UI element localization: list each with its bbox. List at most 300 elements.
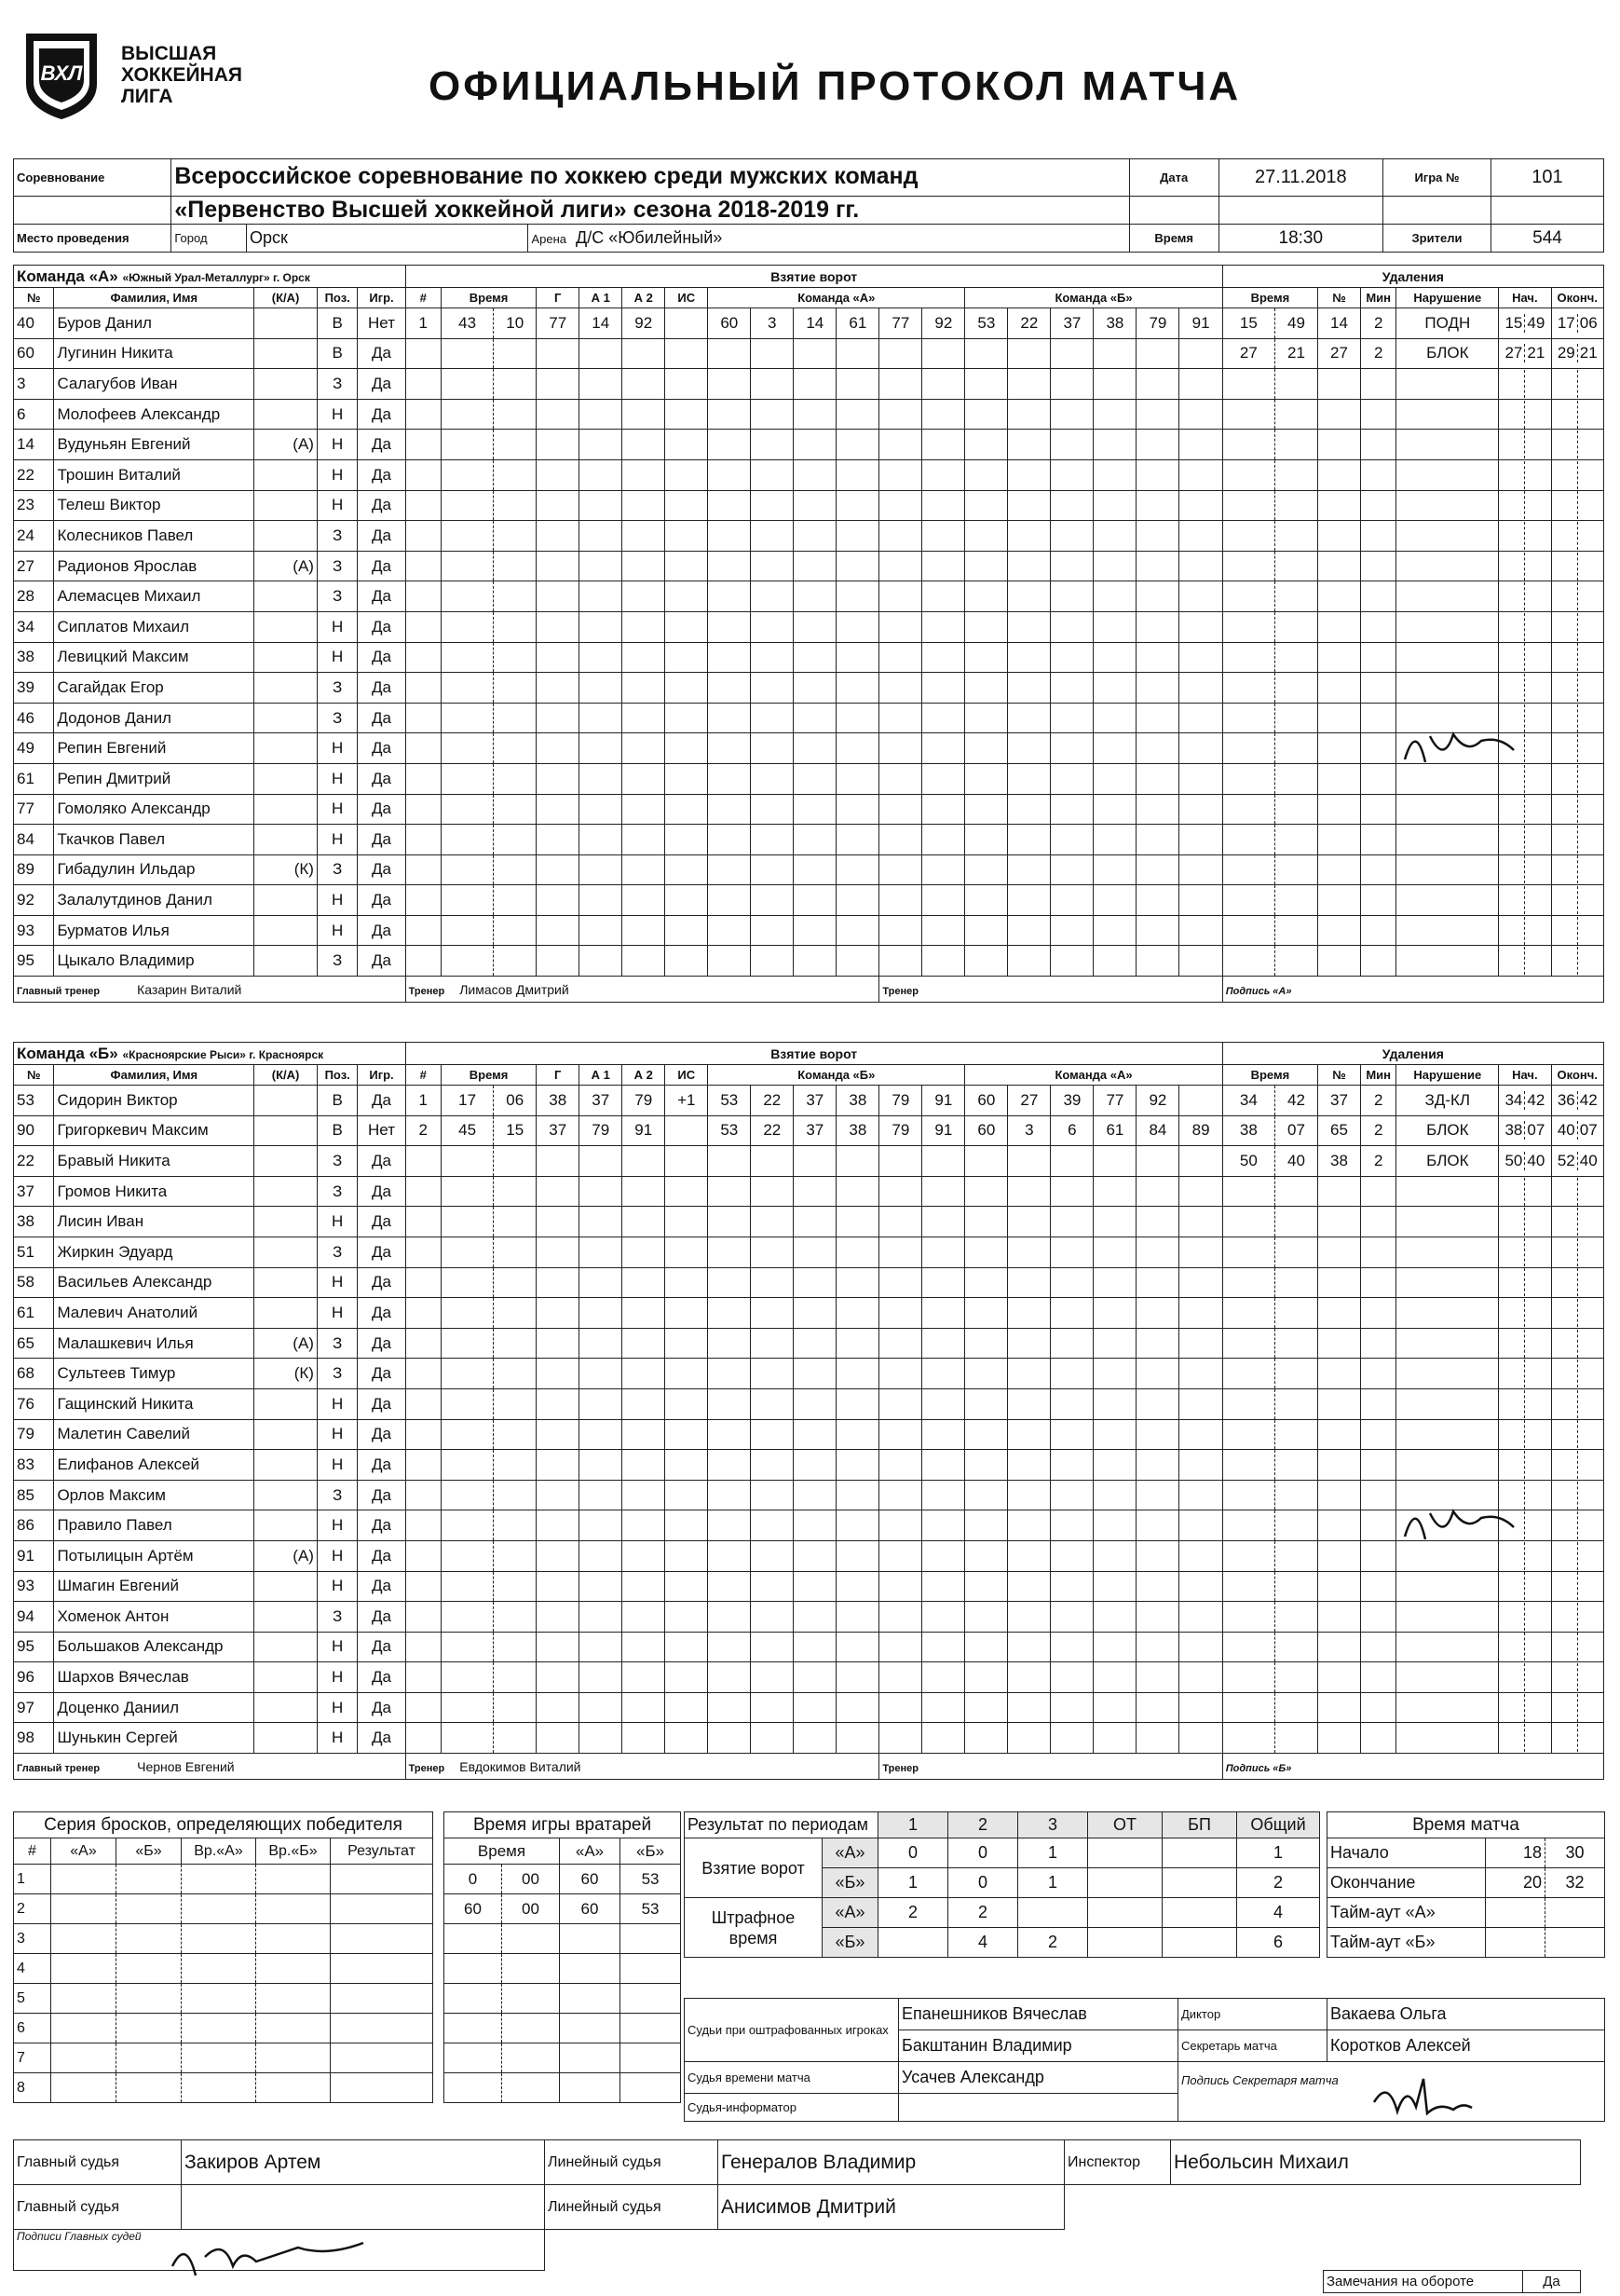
opp-on-ice [1179,825,1222,855]
penalty-time-min [1222,642,1274,673]
shootout-cell [331,2043,433,2073]
player-position: Н [317,1298,357,1329]
player-role [254,611,318,642]
penalty-time-min [1222,1207,1274,1237]
minute [1552,1360,1578,1387]
time-split [1552,1330,1604,1358]
opp-on-ice [1008,1267,1051,1298]
player-name: Малетин Савелий [54,1419,254,1450]
opp-on-ice [1051,1450,1094,1481]
penalty-player [1317,1176,1360,1207]
league-name [121,43,242,107]
opp-on-ice [1051,1298,1094,1329]
player-row [14,1328,1604,1359]
penalty-minutes [1361,459,1396,490]
period-value [878,1928,948,1958]
goal-situation [665,1359,708,1389]
own-on-ice [708,915,751,946]
own-on-ice [708,1692,751,1723]
opp-on-ice: 79 [1137,308,1179,339]
penalty-player [1317,1298,1360,1329]
goalie-row [444,2073,681,2103]
opp-on-ice [965,1146,1008,1177]
player-played: Нет [358,308,405,339]
own-on-ice [751,430,794,460]
penalty-start [1499,1207,1551,1237]
penalty-violation [1396,430,1499,460]
player-role [254,1450,318,1481]
penalty-time-sec [1274,490,1317,521]
goal-scorer [537,459,579,490]
goal-scorer [537,490,579,521]
goal-assist-2 [622,703,665,733]
head-coach-name: Казарин Виталий [137,981,242,997]
player-row [14,1298,1604,1329]
own-on-ice [837,642,879,673]
own-on-ice [837,1510,879,1541]
goalie-change-min [444,2043,502,2073]
penalty-time-min [1222,733,1274,764]
goal-scorer [537,854,579,885]
own-team-on-ice-header: Команда «Б» [708,1065,965,1086]
name-header: Фамилия, Имя [54,1065,254,1086]
penalty-start [1499,673,1551,704]
second [1525,734,1550,762]
arena-label: Арена [531,232,567,246]
penalty-time-min: 50 [1222,1146,1274,1177]
opp-on-ice [1051,1146,1094,1177]
opp-on-ice [1051,611,1094,642]
opp-on-ice [1094,915,1137,946]
penalty-end [1551,1146,1604,1177]
goal-number [405,915,441,946]
own-on-ice [708,794,751,825]
own-on-ice [751,1662,794,1693]
opp-on-ice [1008,673,1051,704]
opp-on-ice [1137,1723,1179,1754]
goal-assist-2 [622,1571,665,1602]
player-number: 39 [14,673,54,704]
penalty-player [1317,1207,1360,1237]
shootout-cell [331,1865,433,1894]
player-number: 91 [14,1540,54,1571]
opp-on-ice [1008,642,1051,673]
penalty-start [1499,1237,1551,1267]
player-number: 95 [14,1632,54,1662]
arena-cell [528,225,1129,253]
team-a-section [13,265,1604,1003]
coach-2-cell [879,1754,1222,1780]
match-info-table [13,158,1604,253]
goal-number [405,430,441,460]
opp-on-ice [1008,399,1051,430]
player-number: 38 [14,642,54,673]
goal-scorer [537,1146,579,1177]
second [1525,1724,1550,1752]
penalty-player [1317,611,1360,642]
opp-on-ice [965,1723,1008,1754]
penalty-end [1551,642,1604,673]
opp-on-ice [1008,885,1051,916]
opp-on-ice [1179,1602,1222,1633]
goal-assist-1 [579,459,622,490]
opp-on-ice [1179,885,1222,916]
goal-assist-2 [622,1146,665,1177]
player-number: 22 [14,459,54,490]
minute [1552,1390,1578,1418]
player-number: 60 [14,338,54,369]
own-on-ice [837,1602,879,1633]
player-played: Да [358,1388,405,1419]
time-split [1552,553,1604,581]
penalty-minutes [1361,885,1396,916]
penalty-minutes [1361,915,1396,946]
own-on-ice [794,1237,837,1267]
own-on-ice [837,703,879,733]
opp-on-ice [1137,611,1179,642]
penalty-time-sec [1274,1328,1317,1359]
goal-scorer [537,1207,579,1237]
opp-on-ice [1008,611,1051,642]
penalty-violation [1396,1602,1499,1633]
shootout-cell [116,1924,182,1954]
penalty-minutes: 2 [1361,1086,1396,1116]
opp-on-ice [965,1510,1008,1541]
goal-assist-1 [579,794,622,825]
own-on-ice [751,1632,794,1662]
opp-on-ice [1179,1267,1222,1298]
own-on-ice [837,430,879,460]
player-played: Да [358,430,405,460]
goal-scorer: 38 [537,1086,579,1116]
player-position: Н [317,1388,357,1419]
shootout-cell [256,2073,331,2103]
second [1578,553,1603,581]
player-position: Н [317,611,357,642]
own-on-ice [879,1388,922,1419]
second [1525,674,1550,702]
penalty-time-sec: 42 [1274,1086,1317,1116]
goal-scorer [537,338,579,369]
player-row [14,1176,1604,1207]
goalie-row [444,2014,681,2043]
goal-second [494,1450,537,1481]
goal-situation [665,308,708,339]
opp-on-ice [1137,338,1179,369]
goal-assist-1 [579,915,622,946]
opp-on-ice [965,490,1008,521]
opp-on-ice [1008,551,1051,581]
goal-scorer [537,1237,579,1267]
period-value: 1 [1018,1838,1088,1868]
goal-assist-1 [579,733,622,764]
own-on-ice [837,1267,879,1298]
goal-assist-1 [579,1419,622,1450]
goal-assist-1 [579,1207,622,1237]
own-on-ice [879,551,922,581]
second [1525,582,1550,610]
period-team-label: «Б» [823,1868,878,1898]
opp-on-ice [965,581,1008,612]
opp-on-ice [1137,1146,1179,1177]
opp-on-ice [1051,825,1094,855]
shootout-cell [182,1954,256,1984]
opp-on-ice [1008,794,1051,825]
goal-assist-2 [622,1662,665,1693]
penalty-violation [1396,825,1499,855]
goalie-a-number [560,1984,620,2014]
own-on-ice [794,1419,837,1450]
penalty-end [1551,1450,1604,1481]
second [1578,734,1603,762]
penalty-start [1499,1662,1551,1693]
player-row [14,1267,1604,1298]
player-row [14,703,1604,733]
penalty-minutes [1361,581,1396,612]
goal-number [405,1176,441,1207]
player-played: Да [358,703,405,733]
goal-number [405,369,441,400]
penalty-start [1499,1146,1551,1177]
violation-header: Нарушение [1396,1065,1499,1086]
goal-minute [441,1540,493,1571]
player-role: (А) [254,1328,318,1359]
penalty-time-min [1222,1692,1274,1723]
goal-number: 1 [405,308,441,339]
player-number: 65 [14,1328,54,1359]
own-on-ice [751,1419,794,1450]
second [1578,947,1603,975]
penalty-time-min [1222,1480,1274,1510]
minute [1499,1451,1525,1479]
time-split [1552,1238,1604,1266]
time-split [1499,1420,1550,1448]
second [1525,1268,1550,1296]
goal-minute [441,581,493,612]
goal-number [405,794,441,825]
own-on-ice [708,642,751,673]
player-row [14,1207,1604,1237]
opp-on-ice [965,1388,1008,1419]
penalty-violation [1396,459,1499,490]
player-played: Да [358,1086,405,1116]
player-position: З [317,703,357,733]
penalty-violation [1396,885,1499,916]
player-number: 3 [14,369,54,400]
goal-scorer: 77 [537,308,579,339]
opp-on-ice [1051,703,1094,733]
opp-on-ice [1051,1328,1094,1359]
opp-on-ice [1137,642,1179,673]
goal-second [494,1632,537,1662]
player-number: 94 [14,1602,54,1633]
player-row [14,1602,1604,1633]
opp-on-ice [1094,1267,1137,1298]
goalie-a-number: 60 [560,1894,620,1924]
end-min: 32 [1545,1868,1605,1898]
period-header: 2 [948,1812,1018,1838]
penalty-start [1499,1115,1551,1146]
goalie-a-number [560,2073,620,2103]
venue-label: Место проведения [14,225,171,253]
opp-team-on-ice-header: Команда «Б» [965,288,1222,308]
penalty-time-min [1222,1237,1274,1267]
opp-on-ice [1179,1571,1222,1602]
minute [1552,430,1578,458]
player-position: З [317,1146,357,1177]
penalty-start [1499,490,1551,521]
penalty-end [1551,1602,1604,1633]
time-split [1499,522,1550,550]
own-on-ice [751,1510,794,1541]
penalty-start [1499,369,1551,400]
goalie-change-min: 60 [444,1894,502,1924]
opp-on-ice [965,1480,1008,1510]
opp-on-ice [1179,1388,1222,1419]
penalty-time-min: 15 [1222,308,1274,339]
goal-assist-2 [622,642,665,673]
player-row [14,673,1604,704]
goal-second [494,1267,537,1298]
end-label: Окончание [1327,1868,1486,1898]
time-split [1499,613,1550,641]
penalty-minutes [1361,1662,1396,1693]
player-number: 23 [14,490,54,521]
team-signature-label: Подпись «А» [1225,985,1292,997]
own-on-ice [708,1540,751,1571]
inspector-label: Инспектор [1065,2140,1171,2185]
shootout-cell [182,1894,256,1924]
goal-number [405,1207,441,1237]
own-on-ice [708,703,751,733]
opp-on-ice [1094,1510,1137,1541]
player-name: Большаков Александр [54,1632,254,1662]
player-name: Гибадулин Ильдар [54,854,254,885]
penalty-time-sec [1274,1267,1317,1298]
second [1525,917,1550,945]
player-position: Н [317,1540,357,1571]
penalty-player [1317,1723,1360,1754]
shootout-cell [182,2073,256,2103]
player-position: Н [317,1662,357,1693]
team-signature-label: Подпись «Б» [1225,1762,1292,1774]
pos-header: Поз. [317,288,357,308]
own-on-ice [922,1450,965,1481]
opp-on-ice [1137,1359,1179,1389]
penalty-violation [1396,915,1499,946]
own-on-ice [794,430,837,460]
own-on-ice: 3 [751,308,794,339]
penalty-player [1317,490,1360,521]
opp-on-ice [965,399,1008,430]
goalie-change-min [444,1954,502,1984]
own-on-ice: 14 [794,308,837,339]
goal-situation [665,794,708,825]
penalty-violation [1396,1388,1499,1419]
second [1578,430,1603,458]
period-value: 2 [878,1898,948,1928]
shootout-index: 3 [14,1924,51,1954]
player-role [254,703,318,733]
own-on-ice [879,611,922,642]
timeout-b-label: Тайм-аут «Б» [1327,1928,1486,1958]
own-on-ice [794,825,837,855]
player-row [14,885,1604,916]
opp-on-ice [1094,885,1137,916]
goal-number [405,703,441,733]
opp-on-ice: 91 [1179,308,1222,339]
own-on-ice [794,1388,837,1419]
own-on-ice [837,825,879,855]
opp-on-ice [1094,733,1137,764]
opp-on-ice [1008,915,1051,946]
own-on-ice [837,1419,879,1450]
second [1525,886,1550,914]
time-split [1499,643,1550,671]
second [1578,1420,1603,1448]
player-number: 34 [14,611,54,642]
shootout-index: 2 [14,1894,51,1924]
penalty-start [1499,825,1551,855]
goal-assist-1 [579,1328,622,1359]
own-on-ice [922,946,965,977]
opp-on-ice [1094,1540,1137,1571]
own-on-ice [879,581,922,612]
opp-on-ice [1137,1328,1179,1359]
goal-second [494,611,537,642]
time-split [1552,674,1604,702]
own-on-ice [879,490,922,521]
shootout-index: 6 [14,2014,51,2043]
opp-on-ice [1179,1450,1222,1481]
second [1525,401,1550,429]
own-on-ice [794,1450,837,1481]
own-on-ice [922,1176,965,1207]
own-on-ice [751,1723,794,1754]
opp-on-ice [1094,1450,1137,1481]
own-on-ice [837,1632,879,1662]
minute: 17 [1552,314,1578,333]
shootout-index: 7 [14,2043,51,2073]
opp-on-ice [1051,581,1094,612]
goal-situation: +1 [665,1086,708,1116]
goalie-b-header: «Б» [620,1838,681,1865]
opp-on-ice [1008,1723,1051,1754]
penalty-time-sec [1274,369,1317,400]
player-position: З [317,581,357,612]
player-row [14,430,1604,460]
opp-on-ice [1008,459,1051,490]
player-number: 86 [14,1510,54,1541]
player-row [14,459,1604,490]
goal-second [494,369,537,400]
goal-assist-1 [579,1692,622,1723]
opp-on-ice [1051,1632,1094,1662]
player-row [14,733,1604,764]
player-position: Н [317,733,357,764]
team-title [14,266,406,288]
penalty-start [1499,1632,1551,1662]
goal-second: 15 [494,1115,537,1146]
player-role [254,673,318,704]
minute [1552,1633,1578,1660]
goal-minute [441,490,493,521]
player-position: З [317,369,357,400]
time-split [1552,1268,1604,1296]
opp-on-ice [965,703,1008,733]
time-judge-name: Усачев Александр [899,2062,1178,2094]
period-header: БП [1163,1812,1237,1838]
